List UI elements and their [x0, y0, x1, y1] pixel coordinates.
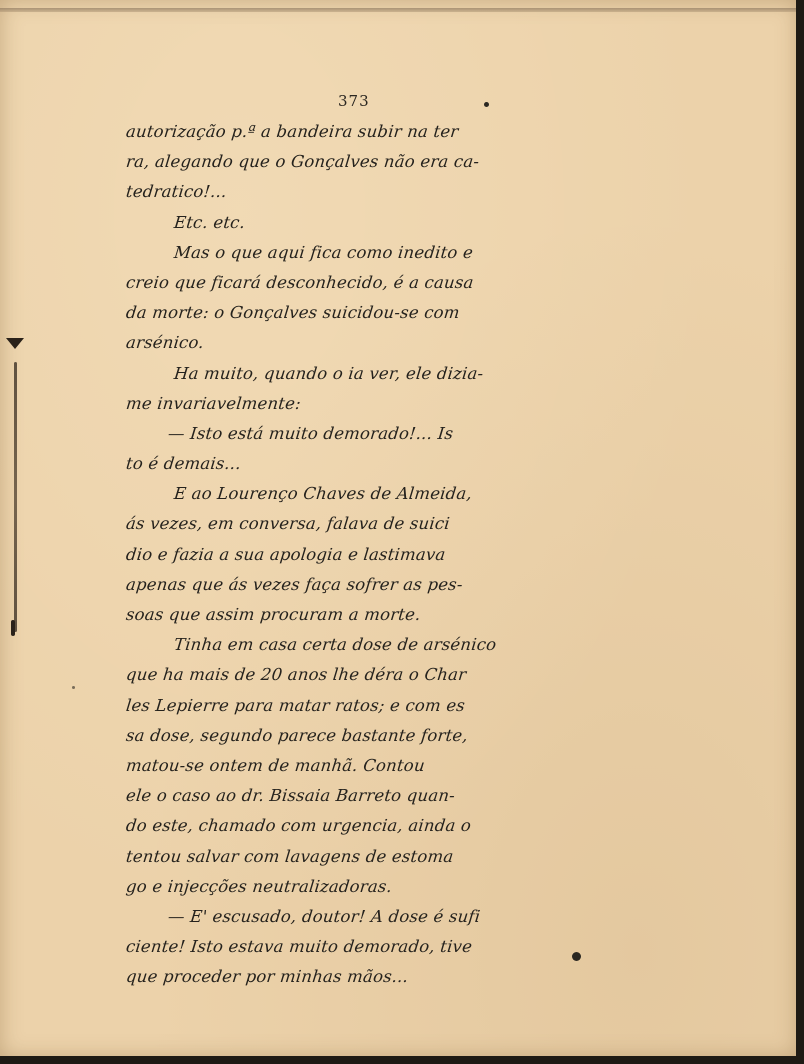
manuscript-line: soas que assim procuram a morte. [125, 605, 422, 624]
manuscript-line: to é demais... [125, 454, 242, 474]
manuscript-line: dio e fazia a sua apologia e lastimava [125, 544, 447, 564]
manuscript-line: arsénico. [125, 333, 205, 353]
page-number: 373 [338, 92, 370, 110]
manuscript-line: apenas que ás vezes faça sofrer as pes- [125, 574, 464, 594]
binding-arrow-mark [6, 338, 24, 349]
ink-dot [484, 102, 489, 107]
manuscript-line: Tinha em casa certa dose de arsénico [173, 635, 498, 655]
binding-line [14, 362, 17, 632]
manuscript-line: ra, alegando que o Gonçalves não era ca- [125, 152, 481, 172]
manuscript-line: — Isto está muito demorado!... Is [167, 423, 455, 443]
manuscript-line: go e injecções neutralizadoras. [125, 876, 394, 896]
manuscript-line: tentou salvar com lavagens de estoma [125, 846, 455, 866]
scan-border-bottom [0, 1056, 804, 1064]
manuscript-line: E ao Lourenço Chaves de Almeida, [173, 484, 473, 504]
manuscript-line: autorização p.ª a bandeira subir na ter [125, 122, 460, 141]
manuscript-line: Mas o que aqui fica como inedito e [173, 242, 475, 262]
manuscript-line: que ha mais de 20 anos lhe déra o Char [125, 665, 468, 685]
manuscript-line: — E' escusado, doutor! A dose é sufi [167, 906, 482, 926]
manuscript-line: da morte: o Gonçalves suicidou-se com [125, 303, 461, 323]
manuscript-line: creio que ficará desconhecido, é a causa [125, 272, 475, 292]
scan-border-right [796, 0, 804, 1064]
manuscript-line: ciente! Isto estava muito demorado, tive [125, 937, 474, 957]
handwritten-text [126, 117, 606, 992]
manuscript-line: tedratico!... [125, 182, 228, 202]
binding-tail-mark [11, 620, 15, 636]
manuscript-line: que proceder por minhas mãos... [125, 967, 410, 987]
ink-dot [72, 686, 75, 689]
manuscript-line: matou-se ontem de manhã. Contou [125, 755, 426, 775]
manuscript-line: ele o caso ao dr. Bissaia Barreto quan- [125, 786, 457, 806]
manuscript-line: do este, chamado com urgencia, ainda o [125, 816, 473, 836]
manuscript-line: ás vezes, em conversa, falava de suici [125, 514, 451, 534]
manuscript-line: les Lepierre para matar ratos; e com es [125, 695, 467, 715]
manuscript-line: Etc. etc. [173, 212, 247, 232]
manuscript-line: sa dose, segundo parece bastante forte, [125, 725, 469, 745]
page-top-edge [0, 8, 800, 12]
manuscript-line: me invariavelmente: [125, 393, 302, 413]
manuscript-line: Ha muito, quando o ia ver, ele dizia- [173, 363, 485, 383]
